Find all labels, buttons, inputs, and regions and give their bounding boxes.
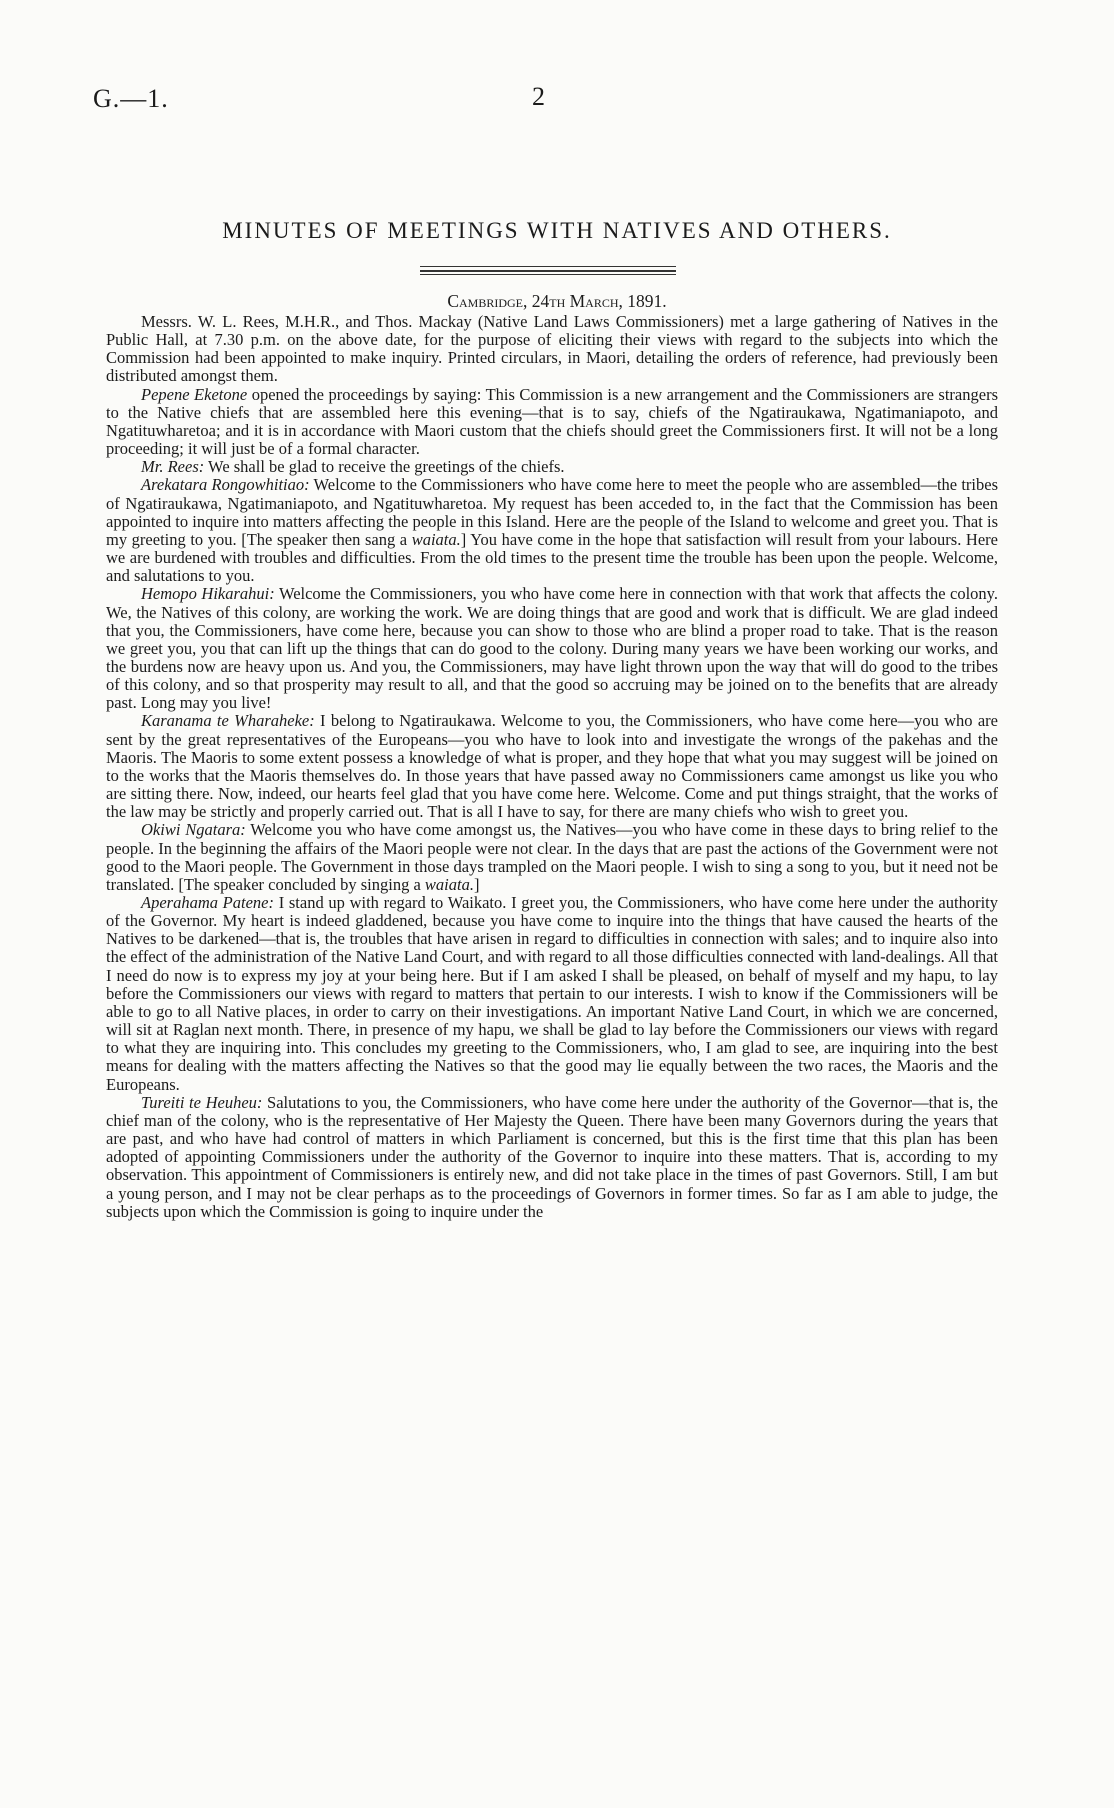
paragraph-text: Welcome the Commissioners, you who have come here in connection with that work that affects the colony. We, the Natives of this colony, are working the work. We are doing things that are good and work that is difficult. We are glad indeed that you, the Commissioners, have come here, because you can show to those who are blind a proper road to take. That is the reason we greet you, you that can lift up the things that can do good to the colony. During many years we have been working our works, and the burdens now are heavy upon us. And you, the Commissioners, may have light thrown upon the way that will do good to the tribes of this colony, and so that prosperity may result to all, and that the good so accruing may be joined on to the benefits that are already past. Long may you live! <box>106 584 998 713</box>
speaker-name: Okiwi Ngatara: <box>141 820 246 840</box>
dateline: Cambridge, 24th March, 1891. <box>447 291 667 311</box>
paragraph-text: I belong to Ngatiraukawa. Welcome to you, the Commissioners, who have come here—you who are sent by the great representatives of the Europeans—you who have to look into and investigate the wrongs of the pakehas and the Maoris. The Maoris to some extent possess a knowledge of what is proper, and they hope that what you may suggest will be joined on to the works that the Maoris themselves do. In those years that have passed away no Commissioners came amongst us like you who are sitting there. Now, indeed, our hearts feel glad that you have come here. Welcome. Come and put things straight, that the works of the law may be strictly and properly carried out. That is all I have to say, for there are many chiefs who wish to greet you. <box>106 711 998 822</box>
paragraph-text: Welcome you who have come amongst us, the Natives—you who have come in these days to bring relief to the people. In the beginning the affairs of the Maori people were not clear. In the days that are past the actions of the Government were not good to the Maori people. The Government in those days trampled on the Maori people. I wish to sing a song to you, but it need not be translated. [The speaker concluded by singing a <box>106 820 998 894</box>
paragraph-intro <box>106 313 998 386</box>
paragraph-text-end: ] You have come in the hope that satisfaction will result from your labours. Here we are burdened with troubles and difficulties. From the old times to the present time the trouble has been upon the people. Welcome, and salutations to you. <box>106 529 998 586</box>
paragraph-text: Salutations to you, the Commissioners, who have come here under the authority of the Governor—that is, the chief man of the colony, who is the representative of Her Majesty the Queen. There have been many Governors during the years that are past, and who have had control of matters in which Parliament is concerned, but this is the first time that this plan has been adopted of appointing Commissioners under the authority of the Governor to inquire into these matters. That is, according to my observation. This appointment of Commissioners is entirely new, and did not take place in the times of past Governors. Still, I am but a young person, and I may not be clear perhaps as to the proceedings of Governors in former times. So far as I am able to judge, the subjects upon which the Commission is going to inquire under the <box>106 1092 998 1221</box>
speaker-name: Karanama te Wharaheke: <box>141 711 315 731</box>
page-number: 2 <box>532 82 545 111</box>
speaker-name: Tureiti te Heuheu: <box>141 1092 263 1112</box>
minutes-body <box>106 313 998 1221</box>
paragraph-text: opened the proceedings by saying: This Commission is a new arrangement and the Commissioners are strangers to the Native chiefs that are assembled here this evening—that is to say, chiefs of the Ngatiraukawa, Ngatimaniapoto, and Ngatituwharetoa; and it is in accordance with Maori custom that the chiefs should greet the Commissioners first. It will not be a long proceeding; it will just be of a formal character. <box>106 384 998 459</box>
paragraph-text: I stand up with regard to Waikato. I greet you, the Commissioners, who have come here under the authority of the Governor. My heart is indeed gladdened, because you have come to inquire into the things that have caused the hearts of the Natives to be darkened—that is, the troubles that have arisen in regard to difficulties in connection with sales; and to inquire also into the effect of the administration of the Native Land Court, and with regard to all those difficulties connected with land-dealings. All that I need do now is to express my joy at your being here. But if I am asked I shall be pleased, on behalf of myself and my hapu, to lay before the Commissioners our views with regard to matters that pertain to our interests. I wish to know if the Commissioners will be able to go to all Native places, in order to carry on their investigations. An important Native Land Court, in which we are concerned, will sit at Raglan next month. There, in presence of my hapu, we shall be glad to lay before the Commissioners our views with regard to what they are inquiring into. This concludes my greeting to the Commissioners, who, I am glad to see, are inquiring into the best means for dealing with the matters affecting the Natives so that the good may lie equally between the two races, the Maoris and the Europeans. <box>106 893 999 1094</box>
paragraph-hemopo-hikarahui <box>106 585 998 712</box>
speaker-name: Pepene Eketone <box>141 384 248 404</box>
speaker-name: Arekatara Rongowhitiao: <box>141 475 310 495</box>
title-rule-middle <box>420 270 676 272</box>
paragraph-okiwi-ngatara <box>106 821 998 894</box>
speaker-name: Mr. Rees: <box>141 457 205 477</box>
series-code: G.—1. <box>93 84 169 113</box>
paragraph-mr-rees <box>106 458 998 476</box>
paragraph-pepene-eketone <box>106 386 998 459</box>
title-rule-bottom <box>420 274 676 275</box>
title-rule-top <box>420 266 676 267</box>
paragraph-text-end: ] <box>473 874 480 894</box>
paragraph-tureiti-te-heuheu <box>106 1094 998 1221</box>
speaker-name: Aperahama Patene: <box>141 893 274 912</box>
paragraph-emphasis: waiata. <box>411 529 461 549</box>
paragraph-karanama-te-wharaheke <box>106 712 998 821</box>
paragraph-text: Messrs. W. L. Rees, M.H.R., and Thos. Mackay (Native Land Laws Commissioners) met a large gathering of Natives in the Public Hall, at 7.30 p.m. on the above date, for the purpose of eliciting their views with regard to the subjects into which the Commission had been appointed to make inquiry. Printed circulars, in Maori, detailing the orders of reference, had previously been distributed amongst them. <box>106 312 998 386</box>
paragraph-text: Welcome to the Commissioners who have come here to meet the people who are assembled—the tribes of Ngatiraukawa, Ngatimaniapoto, and Ngatituwharetoa. My request has been acceded to, in the fact that the Commission has been appointed to inquire into matters affecting the people in this Island. Here are the people of the Island to welcome and greet you. That is my greeting to you. [The speaker then sang a <box>106 475 998 549</box>
paragraph-emphasis: waiata. <box>424 874 474 894</box>
paragraph-aperahama-patene <box>106 894 998 1094</box>
speaker-name: Hemopo Hikarahui: <box>141 584 275 604</box>
paragraph-arekatara-rongowhitiao <box>106 476 998 585</box>
paragraph-text: We shall be glad to receive the greetings of the chiefs. <box>204 457 565 477</box>
page-title: MINUTES OF MEETINGS WITH NATIVES AND OTHERS. <box>222 218 892 243</box>
